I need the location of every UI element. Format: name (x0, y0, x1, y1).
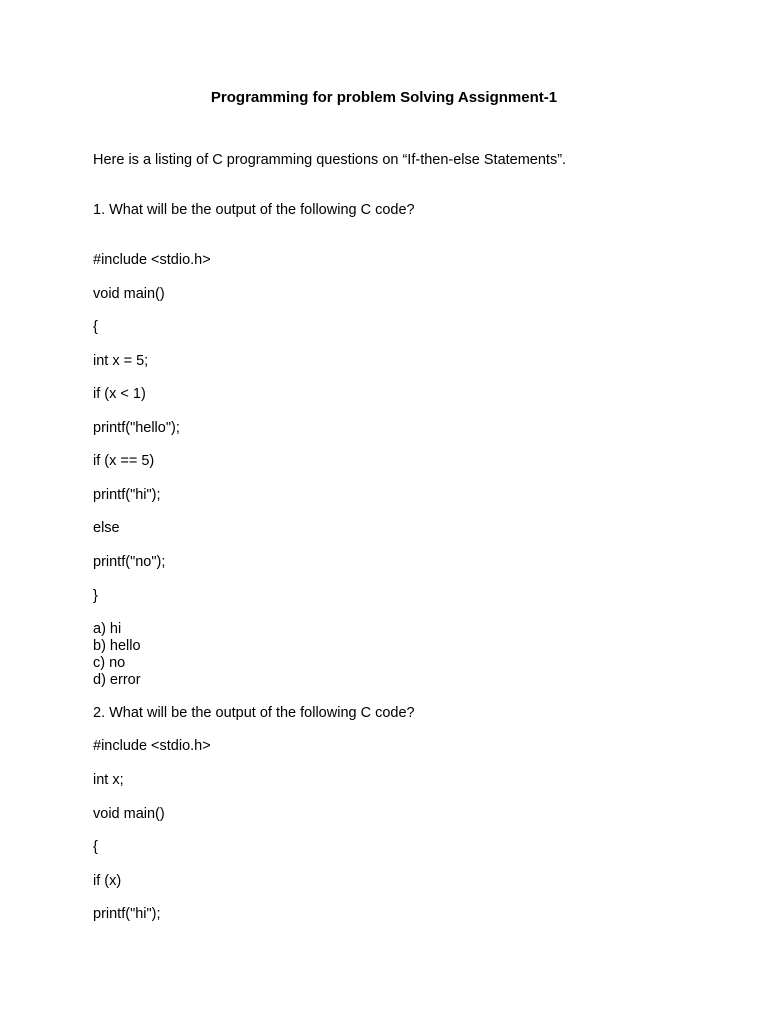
code-line: printf("no"); (93, 554, 166, 570)
code-line: } (93, 588, 98, 604)
code-line: else (93, 520, 120, 536)
intro-text: Here is a listing of C programming questions on “If-then-else Statements”. (93, 152, 567, 168)
question-1: 1. What will be the output of the following C code? (93, 202, 415, 218)
option-c: c) no (93, 655, 126, 671)
option-d: d) error (93, 672, 141, 688)
code-line: void main() (93, 286, 165, 302)
code-line: printf("hi"); (93, 906, 161, 922)
option-a: a) hi (93, 621, 122, 637)
code-line: #include <stdio.h> (93, 738, 211, 754)
question-2: 2. What will be the output of the following C code? (93, 705, 415, 721)
code-line: if (x) (93, 873, 122, 889)
code-line: printf("hello"); (93, 420, 180, 436)
code-line: int x; (93, 772, 124, 788)
code-line: { (93, 839, 98, 855)
code-line: #include <stdio.h> (93, 252, 211, 268)
answer-options-q1 (93, 621, 141, 689)
code-line: if (x < 1) (93, 386, 146, 402)
code-line: { (93, 319, 98, 335)
code-line: void main() (93, 806, 165, 822)
option-b: b) hello (93, 638, 141, 654)
code-line: int x = 5; (93, 353, 149, 369)
code-line: printf("hi"); (93, 487, 161, 503)
document-title: Programming for problem Solving Assignment-1 (210, 89, 558, 106)
code-line: if (x == 5) (93, 453, 155, 469)
